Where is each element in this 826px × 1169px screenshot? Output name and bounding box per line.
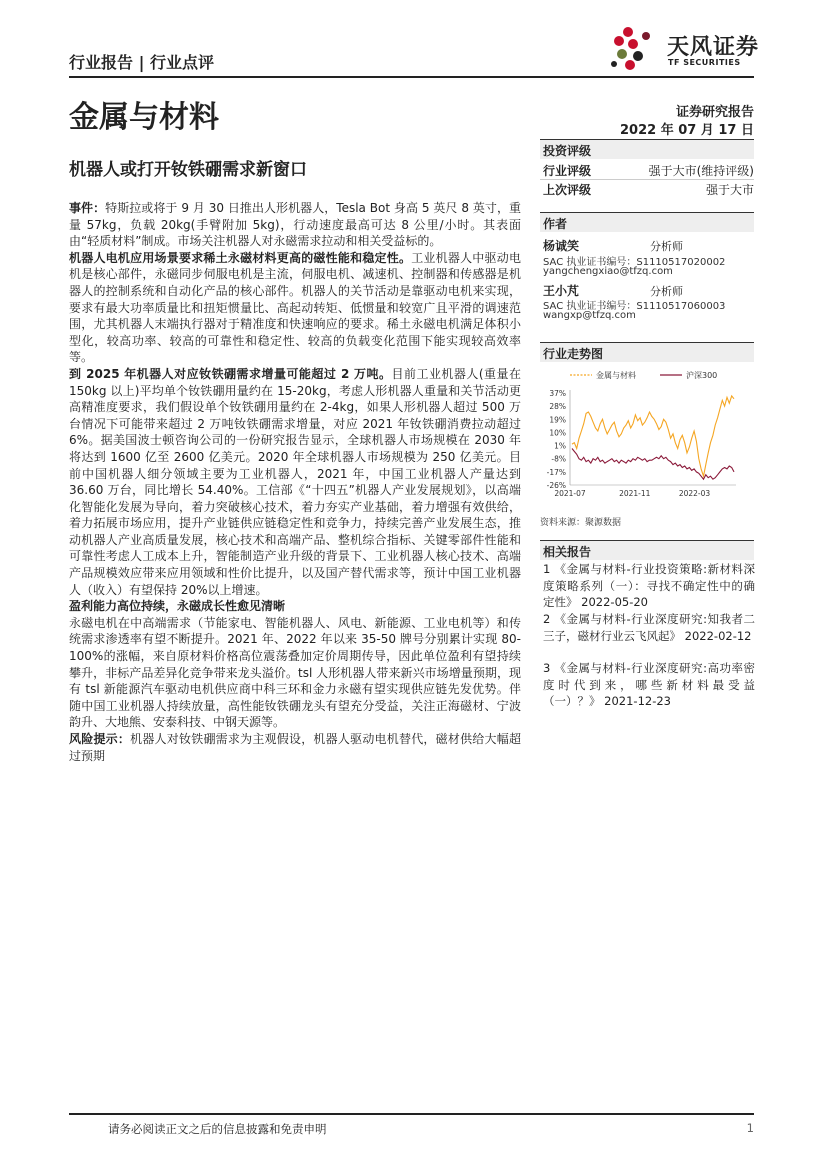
y-tick-label: 1%	[554, 441, 566, 451]
profit-text: 永磁电机在中高端需求（节能家电、智能机器人、风电、新能源、工业电机等）和传统需求渗透率有望不断提升。2021 年、2022 年以来 35-50 牌号分别累计实现 80-100%的涨幅，来自原材料价格高位震荡叠加定价周期传导，因此单位盈利有望持续攀升，非标产品差异化竞争带来龙头溢价。tsl 人形机器人带来新兴市场增量预期，现有 tsl 新能源汽车驱动电机供应商中科三环和金力永磁有望实现供应链先发优势。伴随中国工业机器人持续放量，高性能钕铁硼龙头有望充分受益，关注正海磁材、宁波韵升、大地熊、安泰科技、中钢天源等。	[69, 615, 521, 730]
trend-header: 行业走势图	[540, 342, 754, 362]
paragraph-event	[69, 200, 521, 250]
page-number: 1	[746, 1121, 754, 1135]
paragraph-risk	[69, 731, 521, 764]
paragraph-profit	[69, 615, 521, 731]
paragraph-motor	[69, 250, 521, 366]
chart-x-axis	[554, 485, 736, 498]
footer-disclaimer[interactable]: 请务必阅读正文之后的信息披露和免责申明	[108, 1122, 327, 1136]
related-header: 相关报告	[540, 540, 754, 560]
chart-y-axis	[547, 389, 570, 490]
y-tick-label: 10%	[549, 428, 566, 438]
authors-header: 作者	[540, 212, 754, 232]
y-tick-label: -8%	[551, 454, 566, 464]
lead-event: 事件：	[69, 201, 106, 215]
x-tick-label: 2021-11	[619, 489, 651, 498]
paragraph-demand	[69, 366, 521, 598]
y-tick-label: -17%	[546, 467, 566, 477]
prev-rating-value: 强于大市	[705, 183, 754, 197]
sector-title: 金属与材料	[69, 100, 219, 135]
lead-risk: 风险提示：	[69, 732, 131, 746]
chart-series	[572, 396, 734, 479]
header-rule	[69, 76, 754, 78]
rating-header: 投资评级	[540, 139, 754, 159]
chart-legend	[570, 370, 717, 380]
author-name: 杨诚笑	[543, 239, 580, 253]
x-tick-label: 2021-07	[554, 489, 586, 498]
series-line-1	[572, 396, 734, 476]
author-cert: SAC 执业证书编号：S1110517060003	[543, 301, 726, 312]
x-tick-label: 2022-03	[678, 489, 711, 498]
author-cert: SAC 执业证书编号：S1110517020002	[543, 257, 726, 268]
author-email[interactable]: wangxp@tfzq.com	[543, 310, 636, 321]
motor-text: 工业机器人中驱动电机是核心部件，永磁同步伺服电机是主流，伺服电机、减速机、控制器和传感器是机器人的控制系统和自动化产品的核心部件。机器人的关节活动是靠驱动电机来实现，要求有最大功率质量比和扭矩惯量比、高起动转矩、低惯量和较宽广且平滑的调速范围，尤其机器人末端执行器对于精准度和快速响应的要求。稀土永磁电机满足体积小型化，较高功率、较高的可靠性和稳定性、较高的负载变化范围下能实现较高效率等。	[69, 250, 521, 365]
prev-rating-label: 上次评级	[543, 183, 592, 197]
rating-label: 行业评级	[543, 164, 592, 178]
paragraph-profit-head	[69, 598, 521, 615]
author-email[interactable]: yangchengxiao@tfzq.com	[543, 266, 673, 277]
y-tick-label: 28%	[549, 402, 566, 412]
rating-row	[540, 162, 754, 180]
lead-profit: 盈利能力高位持续，永磁成长性愈见清晰	[69, 599, 286, 614]
brand-name: 天风证券	[667, 35, 760, 60]
brand-name-en: TF SECURITIES	[668, 58, 741, 67]
y-tick-label: 19%	[549, 415, 566, 425]
related-report-2[interactable]: 2 《金属与材料-行业深度研究:知我者二三子，磁材行业云飞风起》 2022-02-12	[543, 612, 755, 643]
legend-label: 金属与材料	[596, 371, 636, 380]
related-report-3[interactable]: 3 《金属与材料-行业深度研究:高功率密度时代到来，哪些新材料最受益（一）？》 2021-12-23	[543, 661, 755, 708]
author-role: 分析师	[650, 285, 683, 298]
report-body	[69, 200, 521, 764]
report-category: 行业报告 | 行业点评	[69, 53, 214, 72]
rating-value: 强于大市(维持评级)	[648, 164, 754, 178]
trend-chart	[540, 366, 754, 506]
related-report-1[interactable]: 1 《金属与材料-行业投资策略:新材料深度策略系列（一）：寻找不确定性中的确定性》 2022-05-20	[543, 562, 755, 609]
report-type: 证券研究报告	[675, 105, 754, 120]
y-tick-label: 37%	[549, 389, 566, 398]
risk-text: 机器人对钕铁硼需求为主观假设，机器人驱动电机替代，磁材供给大幅超过预期	[69, 732, 521, 763]
series-line-2	[572, 449, 734, 480]
lead-motor: 机器人电机应用场景要求稀土永磁材料更高的磁性能和稳定性。	[69, 250, 412, 265]
chart-source: 资料来源：聚源数据	[540, 518, 622, 528]
lead-demand: 到 2025 年机器人对应钕铁硼需求增量可能超过 2 万吨。	[69, 366, 392, 381]
demand-text: 目前工业机器人(重量在 150kg 以上)平均单个钕铁硼用量约在 15-20kg，考虑人形机器人重量和关节活动更高精准度要求，我们假设单个钕铁硼用量约在 2-4kg，如果人形机器人超过 500 万台情况下可能带来超过 2 万吨钕铁硼需求增量，对应 2021 年钕铁硼消费拉动超过 6%。据美国波士顿咨询公司的一份研究报告显示，全球机器人市场规模在 2030 年将达到 1600 亿至 2600 亿美元。2020 年全球机器人市场规模为 250 亿美元。目前中国机器人细分领域主要为工业机器人，2021 年，中国工业机器人产量达到 36.60 万台，同比增长 54.40%。工信部《“十四五”机器人产业发展规划》，以高端化智能化发展为导向，着力突破核心技术，着力夯实产业基础，着力增强有效供给，着力拓展市场应用，提升产业链供应链稳定性和竞争力，持续完善产业发展生态，推动机器人产业高质量发展，核心技术和高端产品、整机综合指标、关键零部件性能和可靠性考虑人工成本上升，智能制造产业升级的背景下、工业机器人核心技术、高端产品规模效应带来应用领域和性价比提升，以及国产替代需求等，预计中国工业机器人（收入）有望保持 20%以上增速。	[69, 366, 521, 597]
author-name: 王小芃	[543, 284, 580, 298]
rating-divider	[540, 179, 754, 180]
prev-rating-row	[540, 181, 754, 199]
report-title: 机器人或打开钕铁硼需求新窗口	[69, 160, 307, 180]
author-role: 分析师	[650, 240, 683, 253]
legend-label: 沪深300	[686, 371, 718, 380]
footer-rule	[69, 1113, 754, 1115]
event-text: 特斯拉或将于 9 月 30 日推出人形机器人，Tesla Bot 身高 5 英尺 8 英寸，重量 57kg，负载 20kg(手臂附加 5kg)，行动速度最高可达 8 公里/小时。其表面由“轻质材料”制成。市场关注机器人对永磁需求拉动和相关受益标的。	[69, 201, 521, 249]
y-tick-label: -26%	[546, 481, 566, 490]
report-date: 2022 年 07 月 17 日	[620, 123, 754, 138]
